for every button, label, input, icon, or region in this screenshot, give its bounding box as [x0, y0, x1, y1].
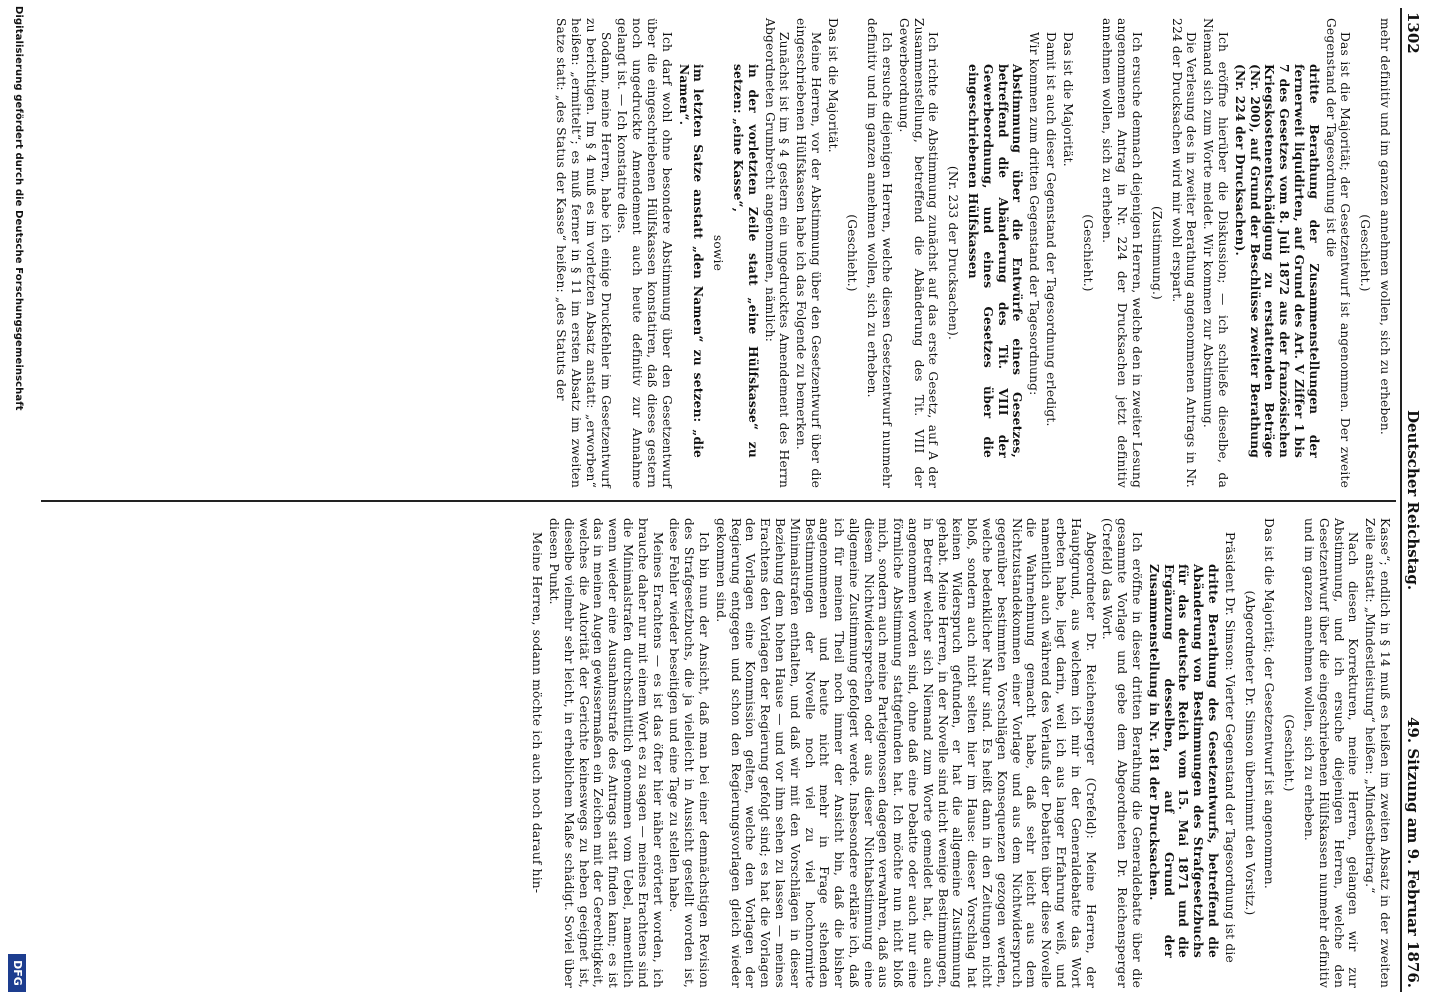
quoted-amendment: im letzten Satze anstatt „den Namen“ zu setzen: „die Namen“.	[676, 64, 706, 458]
paragraph: Meines Erachtens — es ist das öfter hier näher erörtert worden, ich brauche daher nur mit einem Wort es zu sagen — meines Erachtens sind die Minimalstrafen durchschnittlich genommen vom Uebel, namentlich wenn wieder eine Ausnahmsstrafe des Antrags statt finden kann; es ist das in meinen Augen gewissermaßen ein Zeichen mit der Gerechtigkeit, welches die Autorität der Gerichte keineswegs zu heben geeignet ist, dieselbe vielmehr sehr leicht, in erheblichem Maße schädigt. Soviel über diesen Punkt.	[546, 518, 665, 988]
paragraph: Ich eröffne in dieser dritten Berathung die Generaldebatte über die gesammte Vorlage und gebe dem Abgeordneten Dr. Reichensperger (Crefeld) das Wort.	[1100, 518, 1145, 988]
agenda-item: dritte Berathung des Gesetzentwurfs, betreffend die Abänderung von Bestimmungen des Strafgesetzbuchs für das deutsche Reich vom 15. Mai 1871 und die Ergänzung desselben, auf Grund der Zusammenstellung in Nr. 181 der Drucksachen.	[1146, 564, 1221, 958]
stage-direction: (Zustimmung.)	[1149, 206, 1164, 300]
paragraph: Ich eröffne hierüber die Diskussion; — ich schließe dieselbe, da Niemand sich zum Worte meldet. Wir kommen zur Abstimmung.	[1201, 18, 1231, 488]
speaker-paragraph: Präsident Dr. Simson: Vierter Gegenstand der Tagesordnung ist die	[1222, 532, 1237, 963]
quoted-amendment: in der vorletzten Zeile statt „eine Hülfskasse“ zu setzen: „eine Kasse“,	[730, 64, 760, 458]
paragraph: Kasse“; endlich in § 14 muß es heißen im zweiten Absatz in der zweiten Zeile anstatt: „Mindestleistung“ heißen: „Mindestbeitrag.“	[1363, 518, 1392, 988]
stage-direction: (Abgeordneter Dr. Simson übernimmt den Vorsitz.)	[1242, 590, 1257, 916]
paragraph: Das ist die Majorität; der Gesetzentwurf ist angenommen. Der zweite Gegenstand der Tagesordnung ist die	[1323, 18, 1353, 488]
paragraph: Ich darf wohl ohne besondere Abstimmung über den Gesetzentwurf über die eingeschriebenen Hülfskassen konstatiren, daß dieses gestern noch ungedruckte Amendement auch heute definitiv zur Annahme gelangt ist. — Ich konstatire dies.	[615, 18, 674, 488]
page-header	[1398, 12, 1428, 988]
digitization-note: Digitalisierung gefördert durch die Deutsche Forschungsgemeinschaft	[13, 6, 24, 411]
paragraph: Damit ist auch dieser Gegenstand der Tagesordnung erledigt.	[1044, 32, 1059, 427]
stage-direction: (Geschieht.)	[1080, 214, 1095, 292]
left-column	[551, 18, 1392, 488]
paragraph: mehr definitiv und im ganzen annehmen wollen, sich zu erheben.	[1378, 18, 1392, 435]
agenda-item: dritte Berathung der Zusammenstellungen der fernerweit liquidirten, auf Grund des Art. V Ziffer 1 bis 7 des Gesetzes vom 8. Juli 1872 aus der französischen Kriegskostenentschädigung zu erstattenden Beträge (Nr. 200), auf Grund der Beschlüsse zweiter Berathung (Nr. 224 der Drucksachen).	[1232, 64, 1321, 458]
page-number: 1302	[1404, 12, 1422, 54]
paragraph: Sodann, meine Herren, habe ich einige Druckfehler im Gesetzentwurf zu berichtigen. Im § 4 muß es im vorletzten Absatz anstatt: „erworben“ heißen: „ermittelt“; es muß ferner in § 11 im ersten Absatz im zweiten Satze statt: „des Status der Kasse“ heißen: „des Statuts der	[554, 18, 613, 488]
paragraph: Wir kommen zum dritten Gegenstand der Tagesordnung:	[1027, 32, 1042, 396]
column-divider	[41, 500, 1396, 502]
speaker-paragraph: Abgeordneter Dr. Reichensperger (Crefeld): Meine Herren, der Hauptgrund, aus welchem ich mir in der Generaldebatte das Wort erbeten habe, liegt darin, weil ich aus langer Erfahrung weiß, und namentlich auch während des Verlaufs der Debatten über diese Novelle die Wahrnehmung gemacht habe, daß sehr leicht aus dem Nichtzustandekommen einer Vorlage und aus dem Nichtwiderspruch gegenüber bestimmten Vorschlägen Konsequenzen gezogen werden, welche bedenklicher Natur sind. Es heißt dann in den Zeitungen nicht bloß, sondern auch nicht selten hier im Hause: dieser Vorschlag hat keinen Widerspruch gefunden, er hat die allgemeine Zustimmung gehabt. Meine Herren, in der Novelle sind nicht wenige Bestimmungen, in Betreff welcher sich Niemand zum Worte gemeldet hat, die auch angenommen worden sind, ohne daß eine Debatte oder auch nur eine förmliche Abstimmung stattgefunden hat. Ich möchte nun nicht bloß mich, sondern auch meine Parteigenossen dagegen verwahren, daß aus diesem Nichtwidersprechen oder aus dieser Nichtabstimmung eine allgemeine Zustimmung gefolgert werde. Insbesondere erkläre ich, daß ich für meinen Theil noch immer der Ansicht bin, daß die bisher angenommenen und heute nicht mehr in Frage stehenden Bestimmungen der Novelle noch viel zu viel hochnormirte Minimalstrafen enthalten, und daß wir mit den Vorschlägen in dieser Beziehung dem hohen Hause — und vor ihm sehen zu lassen — meines Erachtens den Vorlagen der Regierung gefolgt sind; es hat die Vorlagen den Vorlagen eine Kommission gelten, welche den Vorlagen der Regierung entgegen und schon den Regierungsvorlagen gleich wieder gekommen sind.	[713, 518, 1098, 988]
paragraph: Meine Herren, sodann möchte ich auch noch darauf hin-	[530, 532, 545, 894]
paragraph: Meine Herren, vor der Abstimmung über den Gesetzentwurf über die eingeschriebenen Hülfskassen habe ich das Folgende zu bemerken.	[794, 18, 823, 488]
paragraph: Das ist die Majorität.	[1060, 32, 1075, 167]
paragraph: Ich ersuche demnach diejenigen Herren, welche den in zweiter Lesung angenommenen Antrag in Nr. 224 der Drucksachen jetzt definitiv annehmen wollen, sich zu erheben.	[1100, 18, 1145, 488]
paragraph: Das ist die Majorität; der Gesetzentwurf ist angenommen.	[1262, 518, 1277, 889]
stage-direction: (Geschieht.)	[1282, 714, 1297, 792]
footer	[0, 0, 34, 1000]
right-column	[527, 518, 1392, 988]
stage-direction: (Geschieht.)	[845, 214, 860, 292]
running-title: Deutscher Reichstag.	[1404, 409, 1422, 591]
quoted-amendment: sowie	[711, 234, 726, 272]
paragraph: Ich richte die Abstimmung zunächst auf das erste Gesetz, auf A der Zusammenstellung, betreffend die Abänderung des Tit. VIII der Gewerbeordnung.	[896, 18, 941, 488]
dfg-logo: DFG	[8, 954, 26, 992]
paragraph: Die Verlesung des in zweiter Berathung angenommenen Antrags in Nr. 224 der Drucksachen wird mir wohl erspart.	[1169, 18, 1199, 488]
paragraph: Nach diesen Korrekturen, meine Herren, gelangen wir zur Abstimmung, und ich ersuche diejenigen Herren, welche den Gesetzentwurf über die eingeschriebenen Hülfskassen nunmehr definitiv und im ganzen annehmen wollen, sich zu erheben.	[1302, 518, 1361, 988]
paragraph: Ich bin nun der Ansicht, daß man bei einer demnächstigen Revision des Strafgesetzbuchs, die ja vielleicht in Aussicht gestellt worden ist, diese Fehler wieder beseitigen und eine Tage zu stellen habe.	[667, 518, 711, 988]
paragraph: Zunächst ist im § 4 gestern ein ungedrucktes Amendement des Herrn Abgeordneten Grumbrecht angenommen, nämlich:	[762, 18, 792, 488]
agenda-item: Abstimmung über die Entwürfe eines Gesetzes, betreffend die Abänderung des Tit. VIII der Gewerbeordnung, und eines Gesetzes über die eingeschriebenen Hülfskassen	[966, 64, 1025, 458]
stage-direction: (Geschieht.)	[1358, 214, 1373, 292]
paragraph: Das ist die Majorität.	[825, 18, 840, 153]
session-date: 49. Sitzung am 9. Februar 1876.	[1404, 717, 1422, 988]
agenda-reference: (Nr. 233 der Drucksachen).	[946, 165, 961, 341]
header-rule	[1400, 8, 1402, 992]
paragraph: Ich ersuche diejenigen Herren, welche diesen Gesetzentwurf nunmehr definitiv und im ganzen annehmen wollen, sich zu erheben.	[865, 18, 895, 488]
